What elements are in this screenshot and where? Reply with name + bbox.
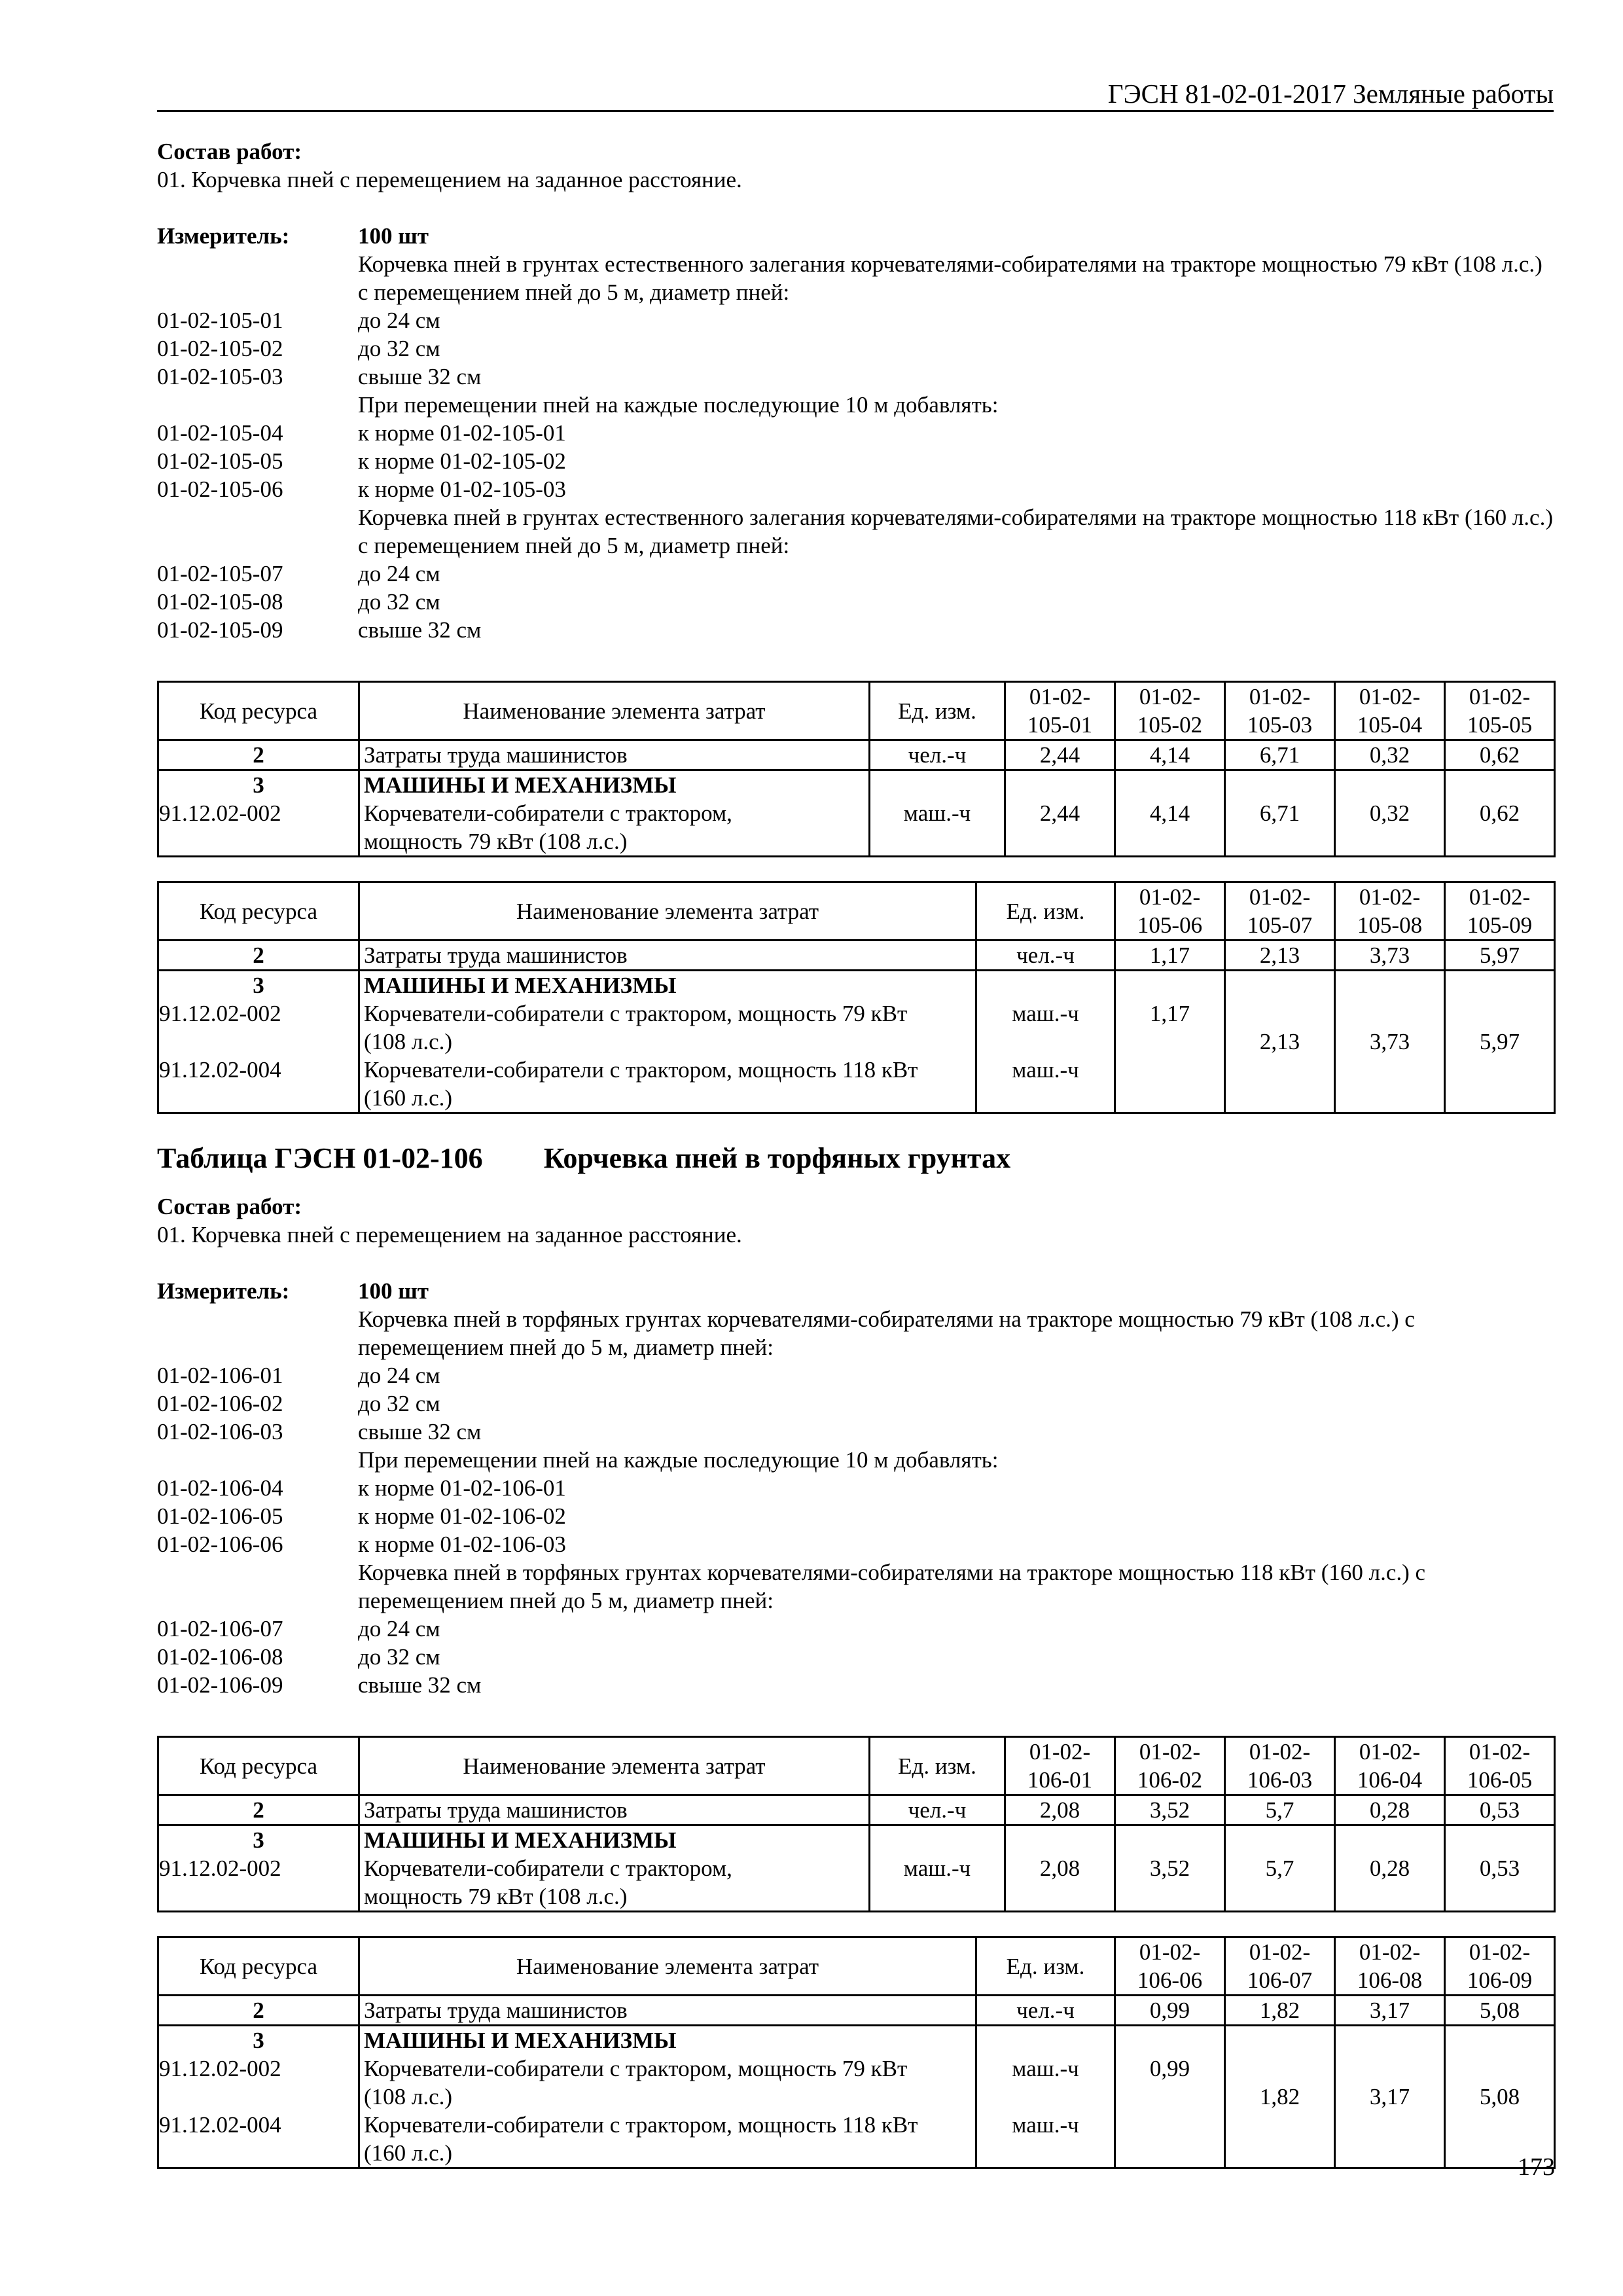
cell-name: Затраты труда машинистов [359,1795,870,1825]
table-row [158,1996,1555,2026]
header-name: Наименование элемента затрат [359,682,870,740]
cell-value: 0,62 [1445,770,1555,857]
norm-code: 01-02-105-01 [157,308,283,333]
measure-label: Измеритель: [157,1278,290,1304]
norm-description: Корчевка пней в торфяных грунтах корчевателями-собирателями на тракторе мощностью 118 кВт (160 л.с.) с перемещением пней до 5 м, диаметр пней: [358,1560,1426,1613]
cell-value: 3,52 [1115,1795,1225,1825]
header-norm: 01-02- 105-06 [1115,882,1225,941]
composition-label: Состав работ: [157,139,302,164]
norm-code: 01-02-106-08 [157,1644,283,1670]
norm-code: 01-02-106-03 [157,1419,283,1444]
cell-code: 2 [158,1996,359,2026]
header-unit: Ед. изм. [870,1737,1005,1795]
cell-unit: чел.-ч [870,1795,1005,1825]
norm-description: Корчевка пней в грунтах естественного залегания корчевателями-собирателями на тракторе мощностью 79 кВт (108 л.с.) с перемещением пней до 5 м, диаметр пней: [358,251,1543,305]
norm-text: до 24 см [358,561,440,586]
header-norm: 01-02- 105-05 [1445,682,1555,740]
norm-text: до 32 см [358,336,440,361]
cell-value: 0,32 [1335,770,1445,857]
cell-value: 5,7 [1225,1795,1335,1825]
header-code: Код ресурса [158,1737,359,1795]
header-norm: 01-02- 106-04 [1335,1737,1445,1795]
header-unit: Ед. изм. [976,1937,1115,1996]
table-row [158,971,1555,1113]
page-number: 173 [1518,2153,1555,2181]
cell-value: 3,17 [1335,1996,1445,2026]
cell-value: 1,82 [1225,1996,1335,2026]
cell-code: 3 91.12.02-002 91.12.02-004 [158,2026,359,2168]
measure-label: Измеритель: [157,223,290,249]
header-name: Наименование элемента затрат [359,1937,976,1996]
cell-name: МАШИНЫ И МЕХАНИЗМЫ Корчеватели-собиратели с трактором, мощность 79 кВт (108 л.с.) Корчеватели-собиратели с трактором, мощность 118 кВт (160 л.с.) [359,971,976,1113]
page-header [157,73,1554,112]
section1-composition [157,137,1554,194]
header-norm: 01-02- 106-03 [1225,1737,1335,1795]
header-norm: 01-02- 105-08 [1335,882,1445,941]
norm-code: 01-02-105-04 [157,420,283,446]
cell-value: 2,13 [1225,941,1335,971]
cell-code: 3 91.12.02-002 [158,1825,359,1912]
cell-value: 5,08 [1445,1996,1555,2026]
table-row [158,740,1555,770]
norm-text: свыше 32 см [358,364,482,389]
cell-unit: чел.-ч [976,941,1115,971]
table-title: Корчевка пней в торфяных грунтах [543,1142,1011,1174]
resource-table [157,1736,1556,1912]
norm-code: 01-02-105-07 [157,561,283,586]
table-number: Таблица ГЭСН 01-02-106 [157,1142,483,1174]
cell-value: 0,99 [1115,1996,1225,2026]
table-header-row [158,1737,1555,1795]
cell-code: 2 [158,740,359,770]
cell-value: 4,14 [1115,740,1225,770]
resource-table [157,881,1556,1114]
header-norm: 01-02- 106-05 [1445,1737,1555,1795]
cell-value: 0,53 [1445,1825,1555,1912]
header-norm: 01-02- 105-07 [1225,882,1335,941]
norm-code: 01-02-106-02 [157,1391,283,1416]
cell-name: Затраты труда машинистов [359,1996,976,2026]
section1-measure [157,222,1554,644]
norm-text: к норме 01-02-106-03 [358,1532,566,1557]
table-row [158,941,1555,971]
cell-value: 2,08 [1005,1795,1115,1825]
cell-value: 5,7 [1225,1825,1335,1912]
header-norm: 01-02- 105-04 [1335,682,1445,740]
cell-name: МАШИНЫ И МЕХАНИЗМЫ Корчеватели-собиратели с трактором, мощность 79 кВт (108 л.с.) [359,770,870,857]
header-norm: 01-02- 106-09 [1445,1937,1555,1996]
norm-text: до 24 см [358,1616,440,1641]
cell-unit: чел.-ч [870,740,1005,770]
cell-value: 6,71 [1225,740,1335,770]
cell-name: Затраты труда машинистов [359,941,976,971]
cell-value: 0,99 [1115,2026,1225,2168]
section2-composition [157,1193,1554,1249]
norm-code: 01-02-106-05 [157,1503,283,1529]
table-header-row [158,682,1555,740]
section2-measure [157,1277,1554,1699]
composition-label: Состав работ: [157,1194,302,1219]
cell-value: 2,44 [1005,740,1115,770]
composition-text: 01. Корчевка пней с перемещением на заданное расстояние. [157,1222,742,1247]
header-code: Код ресурса [158,882,359,941]
norm-description: Корчевка пней в торфяных грунтах корчевателями-собирателями на тракторе мощностью 79 кВт (108 л.с.) с перемещением пней до 5 м, диаметр пней: [358,1306,1415,1360]
header-code: Код ресурса [158,682,359,740]
cell-code: 3 91.12.02-002 91.12.02-004 [158,971,359,1113]
header-code: Код ресурса [158,1937,359,1996]
header-norm: 01-02- 106-02 [1115,1737,1225,1795]
table-row [158,2026,1555,2168]
norm-code: 01-02-105-03 [157,364,283,389]
norm-code: 01-02-106-06 [157,1532,283,1557]
header-norm: 01-02- 106-07 [1225,1937,1335,1996]
cell-value: 4,14 [1115,770,1225,857]
norm-code: 01-02-105-06 [157,476,283,502]
header-norm: 01-02- 105-02 [1115,682,1225,740]
cell-value: 1,17 [1115,941,1225,971]
norm-description: При перемещении пней на каждые последующие 10 м добавлять: [358,392,999,418]
norm-text: свыше 32 см [358,1419,482,1444]
norm-description: Корчевка пней в грунтах естественного залегания корчевателями-собирателями на тракторе мощностью 118 кВт (160 л.с.) с перемещением пней до 5 м, диаметр пней: [358,505,1553,558]
table-row [158,1795,1555,1825]
cell-name: МАШИНЫ И МЕХАНИЗМЫ Корчеватели-собиратели с трактором, мощность 79 кВт (108 л.с.) Корчеватели-собиратели с трактором, мощность 118 кВт (160 л.с.) [359,2026,976,2168]
cell-code: 2 [158,941,359,971]
cell-value: 1,82 [1225,2026,1335,2168]
cell-code: 2 [158,1795,359,1825]
norm-text: к норме 01-02-105-02 [358,448,566,474]
norm-text: свыше 32 см [358,1672,482,1698]
cell-value: 5,08 [1445,2026,1555,2168]
cell-value: 2,13 [1225,971,1335,1113]
header-norm: 01-02- 105-03 [1225,682,1335,740]
cell-unit: маш.-ч [870,770,1005,857]
header-norm: 01-02- 105-09 [1445,882,1555,941]
cell-value: 2,08 [1005,1825,1115,1912]
norm-text: до 32 см [358,1644,440,1670]
cell-value: 0,32 [1335,740,1445,770]
norm-code: 01-02-106-04 [157,1475,283,1501]
norm-text: свыше 32 см [358,617,482,643]
cell-value: 0,28 [1335,1795,1445,1825]
cell-value: 6,71 [1225,770,1335,857]
table-row [158,1825,1555,1912]
header-name: Наименование элемента затрат [359,882,976,941]
cell-value: 0,28 [1335,1825,1445,1912]
cell-code: 3 91.12.02-002 [158,770,359,857]
cell-name: Затраты труда машинистов [359,740,870,770]
header-unit: Ед. изм. [870,682,1005,740]
norm-code: 01-02-105-09 [157,617,283,643]
cell-value: 0,62 [1445,740,1555,770]
resource-table [157,681,1556,857]
norm-text: к норме 01-02-105-01 [358,420,566,446]
norm-code: 01-02-105-08 [157,589,283,615]
norm-code: 01-02-105-02 [157,336,283,361]
measure-value: 100 шт [358,223,429,249]
table-header-row [158,882,1555,941]
cell-value: 0,53 [1445,1795,1555,1825]
composition-text: 01. Корчевка пней с перемещением на заданное расстояние. [157,167,742,192]
cell-name: МАШИНЫ И МЕХАНИЗМЫ Корчеватели-собиратели с трактором, мощность 79 кВт (108 л.с.) [359,1825,870,1912]
norm-code: 01-02-105-05 [157,448,283,474]
norm-text: к норме 01-02-106-02 [358,1503,566,1529]
table-row [158,770,1555,857]
norm-code: 01-02-106-07 [157,1616,283,1641]
cell-value: 1,17 [1115,971,1225,1113]
measure-value: 100 шт [358,1278,429,1304]
header-norm: 01-02- 106-06 [1115,1937,1225,1996]
cell-value: 5,97 [1445,941,1555,971]
norm-description: При перемещении пней на каждые последующие 10 м добавлять: [358,1447,999,1473]
section-title [157,1142,1010,1175]
cell-value: 3,73 [1335,971,1445,1113]
resource-table [157,1936,1556,2169]
header-norm: 01-02- 106-01 [1005,1737,1115,1795]
cell-value: 3,52 [1115,1825,1225,1912]
cell-unit: маш.-ч [870,1825,1005,1912]
cell-value: 3,73 [1335,941,1445,971]
document-title: ГЭСН 81-02-01-2017 Земляные работы [1107,79,1554,109]
cell-value: 3,17 [1335,2026,1445,2168]
table-header-row [158,1937,1555,1996]
norm-text: к норме 01-02-106-01 [358,1475,566,1501]
header-norm: 01-02- 106-08 [1335,1937,1445,1996]
norm-code: 01-02-106-09 [157,1672,283,1698]
cell-unit: маш.-ч маш.-ч [976,2026,1115,2168]
header-norm: 01-02- 105-01 [1005,682,1115,740]
cell-value: 5,97 [1445,971,1555,1113]
norm-text: до 32 см [358,589,440,615]
norm-code: 01-02-106-01 [157,1363,283,1388]
norm-text: к норме 01-02-105-03 [358,476,566,502]
cell-unit: чел.-ч [976,1996,1115,2026]
norm-text: до 24 см [358,1363,440,1388]
norm-text: до 24 см [358,308,440,333]
header-name: Наименование элемента затрат [359,1737,870,1795]
cell-value: 2,44 [1005,770,1115,857]
header-unit: Ед. изм. [976,882,1115,941]
cell-unit: маш.-ч маш.-ч [976,971,1115,1113]
norm-text: до 32 см [358,1391,440,1416]
